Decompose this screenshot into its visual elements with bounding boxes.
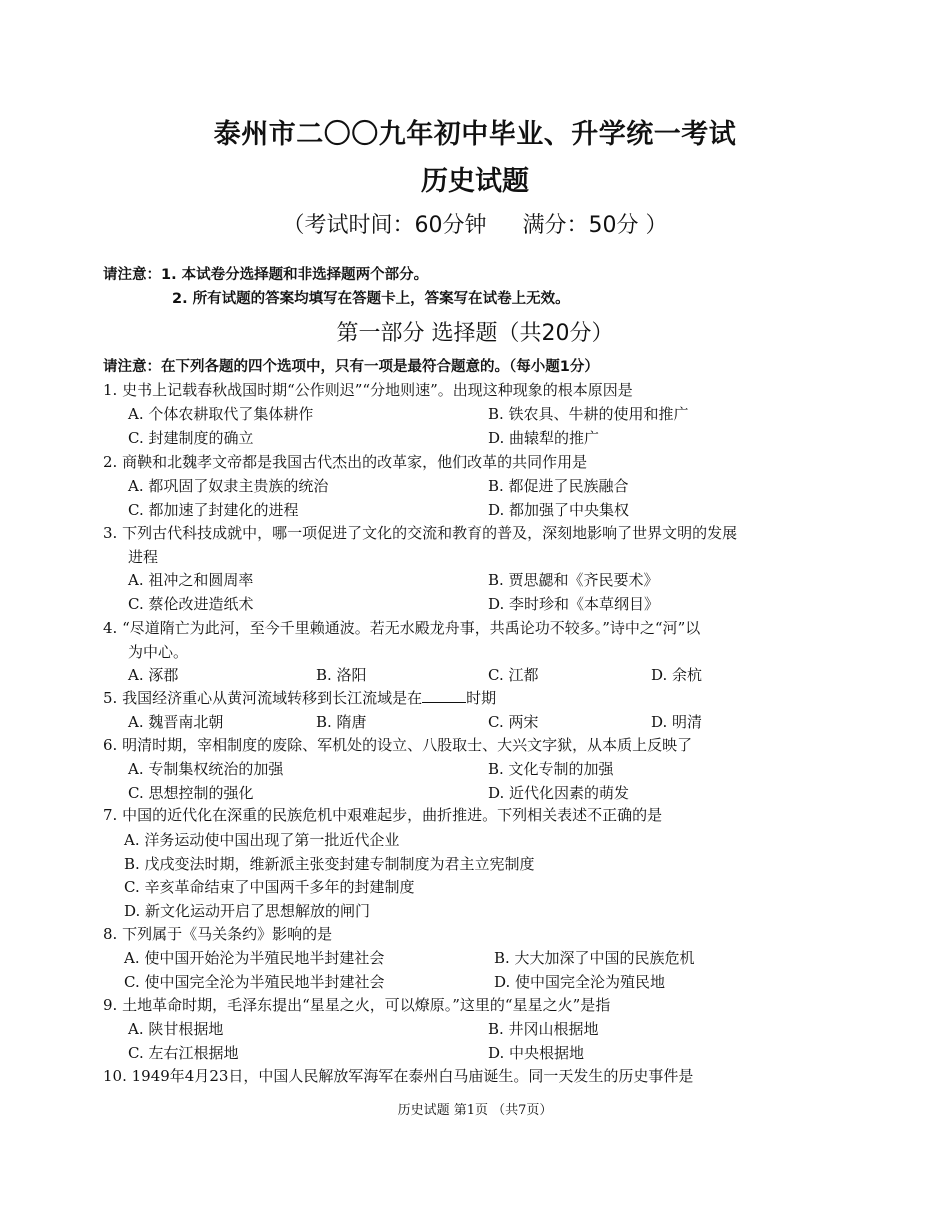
option: D. 明清 — [651, 713, 703, 731]
option: B. 铁农具、牛耕的使用和推广 — [488, 405, 689, 423]
question-stem: 7. 中国的近代化在深重的民族危机中艰难起步，曲折推进。下列相关表述不正确的是 — [103, 806, 663, 824]
option: B. 洛阳 — [316, 666, 367, 684]
option: A. 专制集权统治的加强 — [128, 760, 284, 778]
option: C. 左右江根据地 — [128, 1044, 239, 1062]
option: B. 戊戌变法时期，维新派主张变封建专制制度为君主立宪制度 — [124, 855, 535, 873]
option: D. 新文化运动开启了思想解放的闸门 — [124, 902, 371, 920]
option: A. 都巩固了奴隶主贵族的统治 — [128, 477, 329, 495]
question-stem: 10. 1949年4月23日，中国人民解放军海军在泰州白马庙诞生。同一天发生的历史事件是 — [103, 1067, 694, 1085]
option: A. 涿郡 — [128, 666, 179, 684]
option: C. 思想控制的强化 — [128, 784, 254, 802]
exam-title: 泰州市二〇〇九年初中毕业、升学统一考试 — [213, 119, 737, 150]
full-score: 满分：50分 ） — [522, 213, 668, 238]
option: D. 使中国完全沦为殖民地 — [494, 973, 666, 991]
option: D. 中央根据地 — [488, 1044, 585, 1062]
option: D. 都加强了中央集权 — [488, 501, 630, 519]
option: B. 井冈山根据地 — [488, 1020, 599, 1038]
option: D. 余杭 — [651, 666, 703, 684]
answer-blank — [422, 688, 466, 703]
question-stem-text: 5. 我国经济重心从黄河流域转移到长江流域是在 — [103, 689, 423, 707]
option: D. 李时珍和《本草纲目》 — [488, 595, 660, 613]
page-footer: 历史试题 第1页 （共7页） — [397, 1103, 553, 1118]
option: C. 江都 — [488, 666, 539, 684]
option: A. 使中国开始沦为半殖民地半封建社会 — [124, 949, 385, 967]
exam-info — [0, 208, 950, 239]
question-stem: 4. “尽道隋亡为此河，至今千里赖通波。若无水殿龙舟事，共禹论功不较多。”诗中之“河”以 — [103, 619, 701, 637]
question-stem-continued: 进程 — [128, 548, 159, 566]
subject-title: 历史试题 — [421, 166, 529, 197]
question-stem: 1. 史书上记载春秋战国时期“公作则迟”“分地则速”。出现这种现象的根本原因是 — [103, 381, 633, 399]
option: A. 个体农耕取代了集体耕作 — [128, 405, 314, 423]
option: A. 魏晋南北朝 — [128, 713, 224, 731]
notice-line-1: 请注意：1. 本试卷分选择题和非选择题两个部分。 — [103, 267, 429, 283]
option: B. 隋唐 — [316, 713, 367, 731]
option: C. 蔡伦改进造纸术 — [128, 595, 254, 613]
option: B. 贾思勰和《齐民要术》 — [488, 571, 659, 589]
question-stem-tail: 时期 — [466, 689, 497, 707]
option: C. 使中国完全沦为半殖民地半封建社会 — [124, 973, 385, 991]
question-stem: 8. 下列属于《马关条约》影响的是 — [103, 925, 333, 943]
notice-line-2: 2. 所有试题的答案均填写在答题卡上，答案写在试卷上无效。 — [172, 291, 570, 307]
option: C. 辛亥革命结束了中国两千多年的封建制度 — [124, 878, 415, 896]
option: A. 陕甘根据地 — [128, 1020, 224, 1038]
question-stem: 6. 明清时期，宰相制度的废除、军机处的设立、八股取士、大兴文字狱，从本质上反映了 — [103, 736, 693, 754]
option: B. 大大加深了中国的民族危机 — [494, 949, 695, 967]
option: A. 洋务运动使中国出现了第一批近代企业 — [124, 831, 400, 849]
section-instruction: 请注意：在下列各题的四个选项中，只有一项是最符合题意的。（每小题1分） — [103, 359, 599, 375]
question-stem: 3. 下列古代科技成就中，哪一项促进了文化的交流和教育的普及，深刻地影响了世界文明的发展 — [103, 524, 738, 542]
option: B. 文化专制的加强 — [488, 760, 614, 778]
option: D. 曲辕犁的推广 — [488, 429, 600, 447]
option: C. 两宋 — [488, 713, 539, 731]
option: D. 近代化因素的萌发 — [488, 784, 630, 802]
question-stem: 2. 商鞅和北魏孝文帝都是我国古代杰出的改革家，他们改革的共同作用是 — [103, 453, 588, 471]
question-stem-continued: 为中心。 — [128, 643, 189, 661]
question-stem: 9. 土地革命时期，毛泽东提出“星星之火，可以燎原。”这里的“星星之火”是指 — [103, 996, 611, 1014]
option: A. 祖冲之和圆周率 — [128, 571, 254, 589]
section-title: 第一部分 选择题（共20分） — [336, 321, 614, 346]
option: B. 都促进了民族融合 — [488, 477, 629, 495]
option: C. 都加速了封建化的进程 — [128, 501, 299, 519]
question-stem — [103, 687, 496, 708]
option: C. 封建制度的确立 — [128, 429, 254, 447]
exam-time: （考试时间：60分钟 — [282, 213, 487, 238]
